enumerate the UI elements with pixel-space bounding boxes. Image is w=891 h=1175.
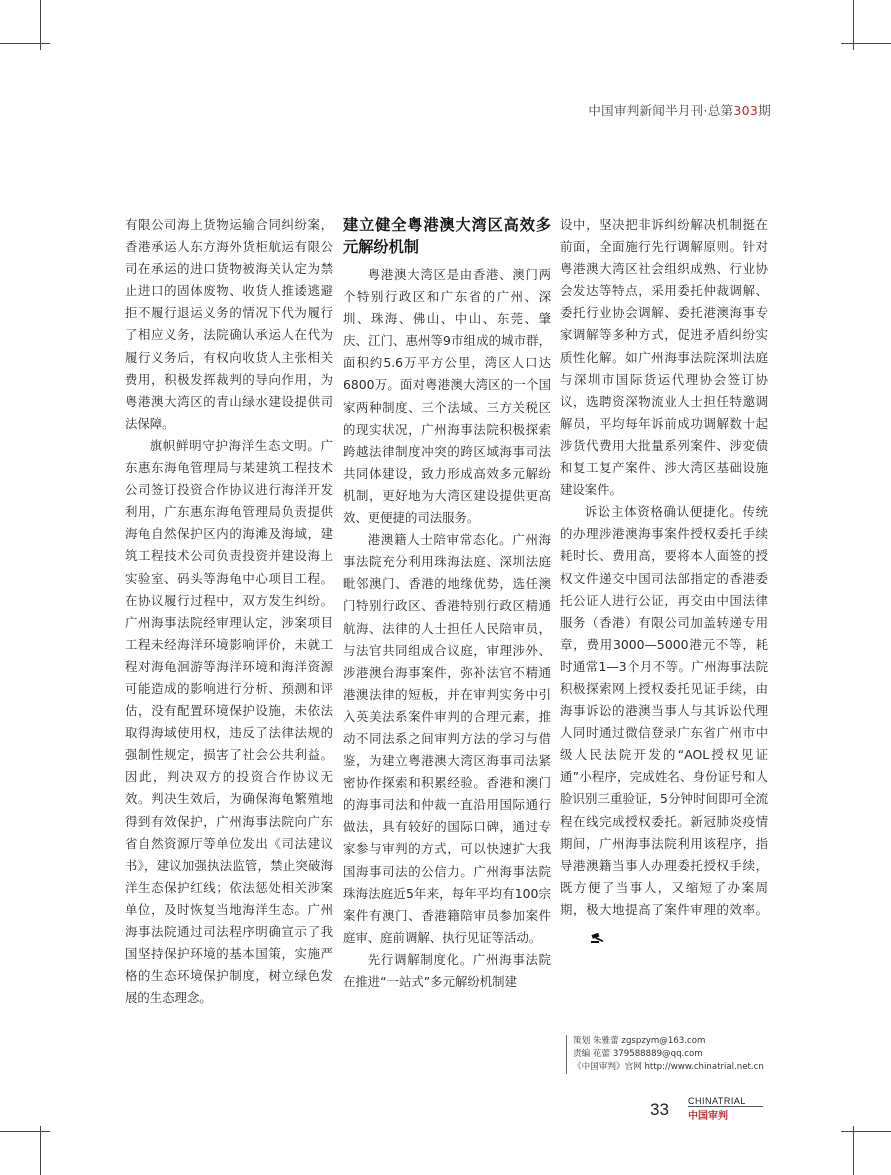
editor-credit: 责编 花蕾 379588889@qq.com [573,1049,703,1059]
article-column-3 [560,214,768,943]
paragraph-text: 诉讼主体资格确认便捷化。传统的办理涉港澳海事案件授权委托手续耗时长、费用高，要将本人面签的授权文件递交中国司法部指定的香港委托公证人进行公证，再交由中国法律服务（香港）有限公司加盖转递专用章，费用3000—5000港元不等，耗时通常1—3个月不等。广州海事法院积极探索网上授权委托见证手续，由海事诉讼的港澳当事人与其诉讼代理人同时通过微信登录广东省广州市中级人民法院开发的“AOL授权见证通”小程序，完成姓名、身份证号和人脸识别三重验证，5分钟时间即可全流程在线完成授权委托。新冠肺炎疫情期间，广州海事法院利用该程序，指导港澳籍当事人办理委托授权手续，既方便了当事人，又缩短了办案周期，极大地提高了案件审理的效率。 [560,504,768,917]
brand-logo-chinese: 中国审判 [688,1111,728,1122]
article-column-1 [125,214,333,1009]
brand-logo-english: CHINATRIAL [688,1096,746,1106]
paragraph: 旗帜鲜明守护海洋生态文明。广东惠东海龟管理局与某建筑工程技术公司签订投资合作协议进行海洋开发利用，广东惠东海龟管理局负责提供海龟自然保护区内的海滩及海域，建筑工程技术公司负责投资并建设海上实验室、码头等海龟中心项目工程。在协议履行过程中，双方发生纠纷。广州海事法院经审理认定，涉案项目工程未经海洋环境影响评价，未就工程对海龟洄游等海洋环境和海洋资源可能造成的影响进行分析、预测和评估，没有配置环境保护设施，未依法取得海域使用权，违反了法律法规的强制性规定，损害了社会公共利益。因此，判决双方的投资合作协议无效。判决生效后，为确保海龟繁殖地得到有效保护，广州海事法院向广东省自然资源厅等单位发出《司法建议书》，建议加强执法监管，禁止突破海洋生态保护红线；依法惩处相关涉案单位，及时恢复当地海洋生态。广州海事法院通过司法程序明确宣示了我国坚持保护环境的基本国策，实施严格的生态环境保护制度，树立绿色发展的生态理念。 [125,437,333,1006]
publication-name: 中国审判新闻半月刊·总第 [588,103,734,118]
paragraph: 设中，坚决把非诉纠纷解决机制挺在前面，全面施行先行调解原则。针对粤港澳大湾区社会组织成熟、行业协会发达等特点，采用委托仲裁调解、委托行业协会调解、委托港澳海事专家调解等多种方式，促进矛盾纠纷实质性化解。如广州海事法院深圳法庭与深圳市国际货运代理协会签订协议，选聘资深物流业人士担任特邀调解员，平均每年诉前成功调解数十起涉货代费用大批量系列案件、涉変债和复工复产案件、涉大湾区基础设施建设案件。 [560,217,768,498]
page-footer [650,1098,765,1128]
paragraph: 粤港澳大湾区是由香港、澳门两个特别行政区和广东省的广州、深圳、珠海、佛山、中山、东莞、肇庆、江门、惠州等9市组成的城市群，面积约5.6万平方公里，湾区人口达6800万。面对粤港澳大湾区的一个国家两种制度、三个法域、三方关税区的现实状况，广州海事法院积极探索跨越法律制度冲突的跨区域海事司法共同体建设，致力形成高效多元解纷机制，更好地为大湾区建设提供更高效、更便捷的司法服务。 [343,267,551,526]
paragraph [560,501,768,943]
crop-mark-top-right-h [841,43,891,44]
crop-mark-bottom-left-h [0,1131,50,1132]
crop-mark-top-left-h [0,43,50,44]
running-header [588,101,771,119]
paragraph: 有限公司海上货物运输合同纠纷案，香港承运人东方海外货柜航运有限公司在承运的进口货物被海关认定为禁止进口的固体废物、收货人推诿逃避拒不履行退运义务的情况下代为履行了相应义务，法院确认承运人在代为履行义务后，有权向收货人主张相关费用，积极发挥裁判的导向作用，为粤港澳大湾区的青山绿水建设提供司法保障。 [125,217,333,431]
planner-credit: 策划 朱雅蕾 zgspzym@163.com [573,1036,706,1046]
section-title: 建立健全粤港澳大湾区高效多元解纷机制 [343,216,551,256]
gavel-icon [566,928,580,938]
editorial-credits [566,1035,783,1074]
issue-suffix: 期 [758,103,771,118]
crop-mark-bottom-left-v [40,1126,41,1175]
paragraph: 港澳籍人士陪审常态化。广州海事法院充分利用珠海法庭、深圳法庭毗邻澳门、香港的地缘优势，选任澳门特别行政区、香港特别行政区精通航海、法律的人士担任人民陪审员，与法官共同组成合议庭，审理涉外、涉港澳台海事案件，弥补法官不精通港澳法律的短板，并在审判实务中引入英美法系案件审判的合理元素，推动不同法系之间审判方法的学习与借鉴，为建立粤港澳大湾区海事司法紧密协作探索和积累经验。香港和澳门的海事司法和仲裁一直沿用国际通行做法，具有较好的国际口碑，通过专家参与审判的方式，可以快速扩大我国海事司法的公信力。广州海事法院珠海法庭近5年来，每年平均有100宗案件有澳门、香港籍陪审员参加案件庭审、庭前调解、执行见证等活动。 [343,532,551,945]
crop-mark-bottom-right-h [841,1131,891,1132]
issue-number: 303 [733,103,759,118]
paragraph: 先行调解制度化。广州海事法院在推进“一站式”多元解纷机制建 [343,951,551,989]
website-credit: 《中国审判》官网 http://www.chinatrial.net.cn [573,1062,764,1072]
page-number: 33 [650,1100,669,1119]
crop-mark-bottom-right-v [853,1126,854,1175]
article-column-2 [343,214,551,993]
